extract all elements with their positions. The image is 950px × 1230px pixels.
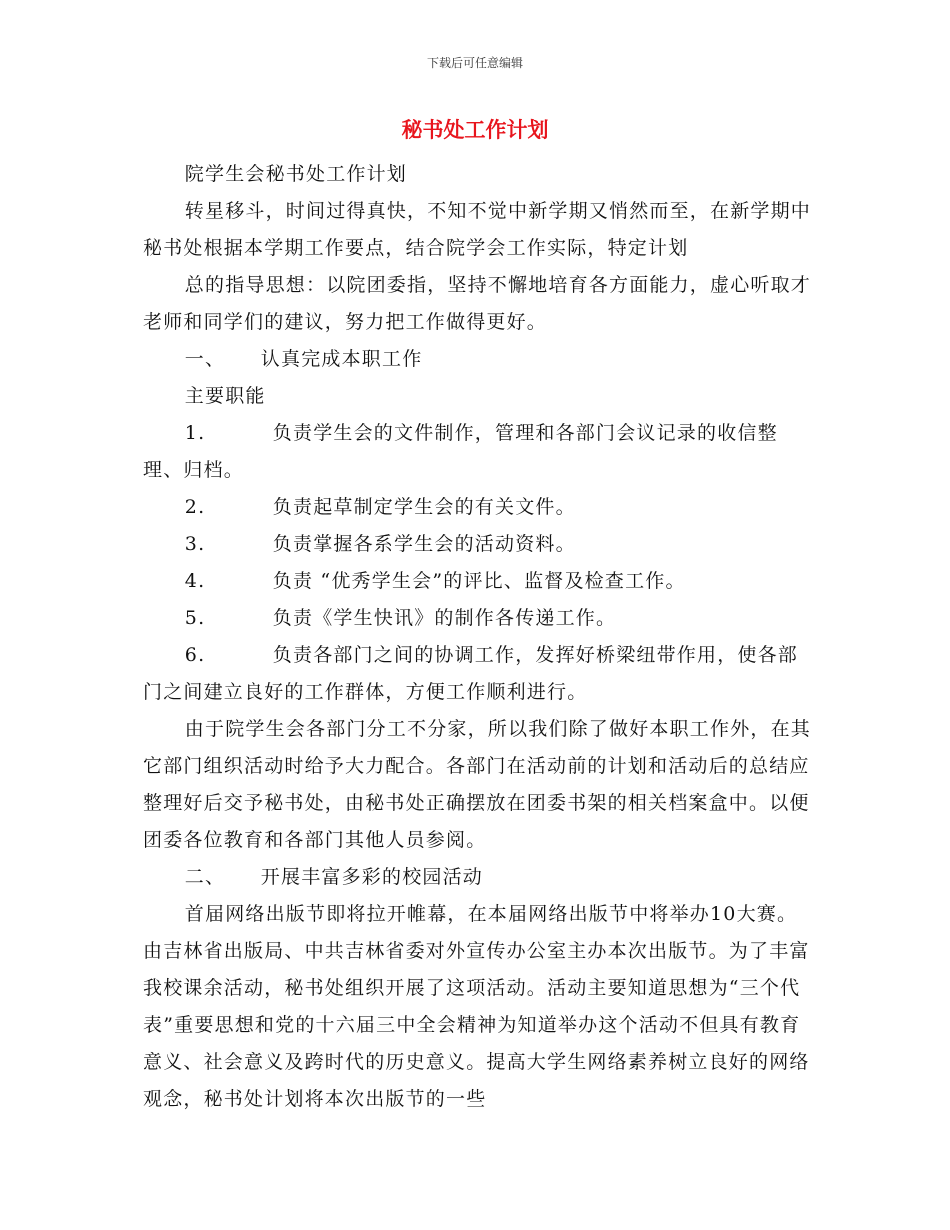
section-number: 二、 [184, 866, 226, 888]
item-text: 负责学生会的文件制作，管理和各部门会议记录的收信整理、归档。 [143, 422, 778, 481]
list-item [143, 489, 813, 526]
section-title: 开展丰富多彩的校园活动 [260, 866, 483, 888]
item-text: 负责起草制定学生会的有关文件。 [272, 496, 576, 518]
document-title: 秘书处工作计划 [401, 117, 549, 142]
item-text: 负责 “优秀学生会”的评比、监督及检查工作。 [272, 570, 686, 592]
cooperation-paragraph: 由于院学生会各部门分工不分家，所以我们除了做好本职工作外，在其它部门组织活动时给予大力配合。各部门在活动前的计划和活动后的总结应整理好后交予秘书处，由秘书处正确摆放在团委书架的相关档案盒中。以便团委各位教育和各部门其他人员参阅。 [143, 718, 811, 851]
list-item [143, 415, 813, 489]
section-heading [143, 859, 813, 896]
document-subtitle: 院学生会秘书处工作计划 [184, 163, 407, 185]
item-number: 3. [184, 533, 206, 555]
list-item [143, 526, 813, 563]
item-text: 负责掌握各系学生会的活动资料。 [272, 533, 576, 555]
guiding-paragraph: 总的指导思想：以院团委指，坚持不懈地培育各方面能力，虚心听取才老师和同学们的建议，努力把工作做得更好。 [143, 274, 811, 333]
section-heading [143, 341, 813, 378]
activity-paragraph: 首届网络出版节即将拉开帷幕，在本届网络出版节中将举办10大赛。由吉林省出版局、中共吉林省委对外宣传办公室主办本次出版节。为了丰富我校课余活动，秘书处组织开展了这项活动。活动主要知道思想为“三个代表”重要思想和党的十六届三中全会精神为知道举办这个活动不但具有教育意义、社会意义及跨时代的历史意义。提高大学生网络素养树立良好的网络观念，秘书处计划将本次出版节的一些 [143, 903, 810, 1110]
item-number: 6. [184, 644, 206, 666]
list-item [143, 600, 813, 637]
item-number: 5. [184, 607, 206, 629]
list-item [143, 563, 813, 600]
intro-paragraph: 转星移斗，时间过得真快，不知不觉中新学期又悄然而至，在新学期中秘书处根据本学期工作要点，结合院学会工作实际，特定计划 [143, 200, 811, 259]
document-body [143, 156, 813, 1118]
list-item [143, 637, 813, 711]
page-header: 下载后可任意编辑 [426, 56, 523, 70]
subheading: 主要职能 [184, 385, 266, 407]
item-text: 负责各部门之间的协调工作，发挥好桥梁纽带作用，使各部门之间建立良好的工作群体，方便工作顺利进行。 [143, 644, 798, 703]
item-number: 2. [184, 496, 206, 518]
item-number: 1. [184, 422, 206, 444]
section-title: 认真完成本职工作 [260, 348, 423, 370]
section-number: 一、 [184, 348, 226, 370]
item-text: 负责《学生快讯》的制作各传递工作。 [272, 607, 617, 629]
item-number: 4. [184, 570, 206, 592]
